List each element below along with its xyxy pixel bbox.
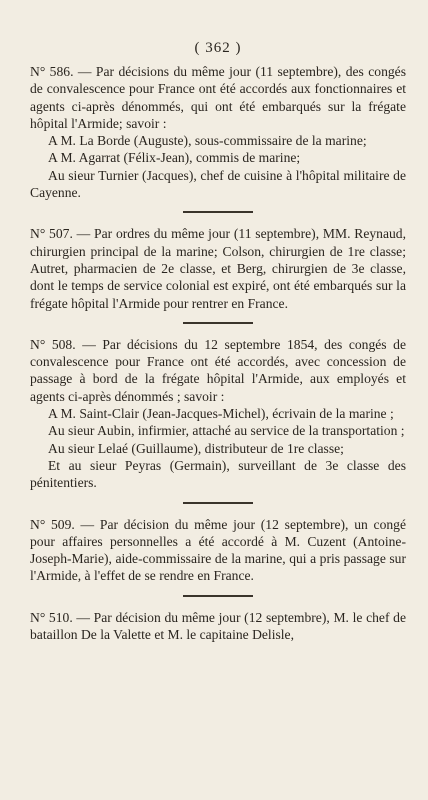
entry-509 [30,516,406,585]
entry-paragraph: A M. La Borde (Auguste), sous-commissaire de la marine; [48,133,367,149]
entry-paragraph: Au sieur Turnier (Jacques), chef de cuisine à l'hôpital militaire de Cayenne. [30,167,406,201]
entry-paragraph: N° 586. — Par décisions du même jour (11 septembre), des congés de convalescence pour France ont été accordés aux fonctionnaires et agents ci-après dénommés, qui ont été embarqués sur la frégate hôpital l'Armide; savoir : [30,64,406,131]
section-divider [183,211,253,213]
entry-paragraph: Au sieur Aubin, infirmier, attaché au service de la transportation ; [48,423,405,439]
page-number: ( 362 ) [194,40,242,56]
entry-paragraph: Et au sieur Peyras (Germain), surveillant de 3e classe des pénitentiers. [30,457,406,491]
section-divider [183,595,253,597]
entry-510 [30,609,406,644]
entry-paragraph: N° 508. — Par décisions du 12 septembre 1854, des congés de convalescence pour France ont été accordés, avec concession de passage à bord de la frégate hôpital l'Armide, aux employés et agents ci-après dénommés ; savoir : [30,336,406,404]
entry-paragraph: A M. Agarrat (Félix-Jean), commis de marine; [48,150,301,166]
section-divider [183,502,253,504]
entry-paragraph: N° 510. — Par décision du même jour (12 septembre), M. le chef de bataillon De la Valette et M. le capitaine Delisle, [30,609,406,643]
entry-paragraph: N° 509. — Par décision du même jour (12 septembre), un congé pour affaires personnelles a été accordé à M. Cuzent (Antoine-Joseph-Marie), aide-commissaire de la marine, qui a pris passage sur l'Armide, à l'effet de se rendre en France. [30,516,406,584]
section-divider [183,322,253,324]
entry-508 [30,336,406,492]
entry-586 [30,63,406,201]
entry-paragraph: Au sieur Lelaé (Guillaume), distributeur de 1re classe; [48,440,344,456]
entry-paragraph: N° 507. — Par ordres du même jour (11 septembre), MM. Reynaud, chirurgien principal de la marine; Colson, chirurgien de 1re classe; Autret, pharmacien de 2e classe, et Berg, chirurgien de 3e classe, dont le temps de service colonial est expiré, ont été embarqués sur la frégate hôpital l'Armide pour rentrer en France. [30,226,406,311]
entry-paragraph: A M. Saint-Clair (Jean-Jacques-Michel), écrivain de la marine ; [48,406,394,422]
entry-507 [30,225,406,311]
